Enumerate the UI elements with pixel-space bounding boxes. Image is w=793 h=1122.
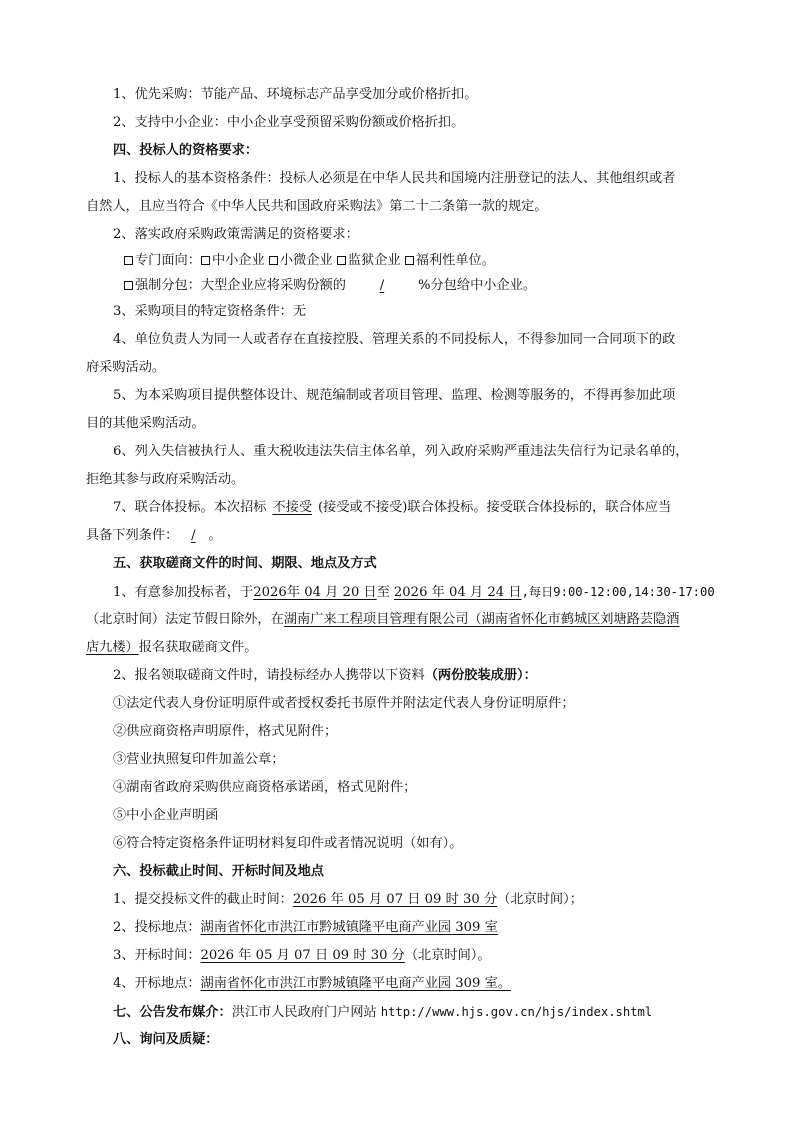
acquire-to: 至: [376, 585, 390, 600]
checkbox-welfare[interactable]: [405, 256, 414, 265]
section-8-title: 八、询问及质疑：: [113, 1032, 219, 1047]
material-item-1: ①法定代表人身份证明原件或者授权委托书原件并附法定代表人身份证明原件；: [113, 696, 575, 711]
qualification-5-line-1: 5、为本采购项目提供整体设计、规范编制或者项目管理、监理、检测等服务的，不得再参加此项: [113, 388, 676, 403]
acquire-docs-line-1: [113, 583, 715, 602]
opening-location-label: 4、开标地点：: [113, 976, 201, 991]
acquire-end-date: 2026 年 04 月 24 日: [393, 585, 522, 600]
material-item-4: ④湖南省政府采购供应商资格承诺函，格式见附件；: [113, 780, 417, 795]
deadline-note: （北京时间）；: [497, 892, 583, 907]
policy-item-1: 1、优先采购：节能产品、环境标志产品享受加分或价格折扣。: [113, 87, 478, 102]
registration-prefix: 2、报名领取磋商文件时，请投标经办人携带以下资料: [113, 668, 425, 683]
section-4-title: 四、投标人的资格要求：: [113, 143, 259, 158]
special-target-row: [124, 252, 495, 270]
forced-subcontract-row: [124, 277, 536, 295]
qualification-4-line-1: 4、单位负责人为同一人或者存在直接控股、管理关系的不同投标人，不得参加同一合同项下的政: [113, 332, 676, 347]
forced-subcontract-blank: /: [379, 278, 385, 293]
qualification-1-line-2: 自然人，且应当符合《中华人民共和国政府采购法》第二十二条第一款的规定。: [86, 199, 548, 214]
consortium-conditions-end: 。: [208, 528, 222, 543]
qualification-6-line-2: 拒绝其参与政府采购活动。: [86, 472, 245, 487]
opening-time-label: 3、开标时间：: [113, 948, 201, 963]
checkbox-micro[interactable]: [269, 256, 278, 265]
option-sme: 中小企业: [211, 253, 265, 268]
opening-time-value: 2026 年 05 月 07 日 09 时 30 分: [200, 948, 405, 963]
acquire-docs-line-2: [86, 611, 679, 629]
announcement-url[interactable]: http://www.hjs.gov.cn/hjs/index.shtml: [380, 1005, 653, 1019]
announcement-site-name: 洪江市人民政府门户网站: [231, 1005, 377, 1020]
special-target-label: 专门面向：: [135, 253, 201, 268]
opening-time-row: [113, 947, 491, 965]
registration-bound-note: （两份胶装成册）：: [424, 668, 537, 683]
option-micro: 小微企业: [279, 253, 333, 268]
forced-subcontract-label: 强制分包：大型企业应将采购份额的: [135, 278, 346, 293]
checkbox-special-target[interactable]: [124, 256, 133, 265]
acquire-hours: ,每日9:00-12:00,14:30-17:00: [521, 585, 715, 599]
checkbox-sme[interactable]: [201, 256, 210, 265]
section-5-title: 五、获取磋商文件的时间、期限、地点及方式: [113, 556, 377, 571]
acquire-prefix: 1、有意参加投标者，于: [113, 585, 254, 600]
acquire-place-cont: 店九楼）: [86, 640, 139, 655]
opening-time-note: （北京时间）。: [404, 948, 491, 963]
acquire-holiday-note: （北京时间）法定节假日除外，在: [86, 612, 284, 627]
forced-subcontract-tail: %分包给中小企业。: [418, 278, 537, 293]
qualification-1-line-1: 1、投标人的基本资格条件：投标人必须是在中华人民共和国境内注册登记的法人、其他组织或者: [113, 171, 676, 186]
option-prison: 监狱企业: [347, 253, 401, 268]
bid-location-label: 2、投标地点：: [113, 920, 201, 935]
bid-location-value: 湖南省怀化市洪江市黔城镇隆平电商产业园 309 室: [200, 920, 498, 935]
acquire-place: 湖南广来工程项目管理有限公司（湖南省怀化市鹤城区刘塘路芸隐酒: [283, 612, 680, 627]
qualification-7-line-2: [86, 527, 222, 545]
material-item-2: ②供应商资格声明原件，格式见附件；: [113, 724, 338, 739]
checkbox-forced-subcontract[interactable]: [124, 281, 133, 290]
bid-location-row: [113, 919, 498, 937]
qualification-4-line-2: 府采购活动。: [86, 360, 166, 375]
qualification-3: 3、采购项目的特定资格条件：无: [113, 304, 307, 319]
qualification-5-line-2: 目的其他采购活动。: [86, 416, 205, 431]
registration-materials-intro: [113, 667, 537, 685]
acquire-docs-line-3: [86, 639, 257, 657]
deadline-row: [113, 891, 583, 909]
policy-item-2: 2、支持中小企业：中小企业享受预留采购份额或价格折扣。: [113, 115, 465, 130]
material-item-3: ③营业执照复印件加盖公章；: [113, 752, 285, 767]
acquire-start-date: 2026年 04 月 20 日: [253, 585, 377, 600]
qualification-6-line-1: 6、列入失信被执行人、重大税收违法失信主体名单，列入政府采购严重违法失信行为记录名单的，: [113, 444, 689, 459]
consortium-prefix: 7、联合体投标。本次招标: [113, 500, 267, 515]
deadline-label: 1、提交投标文件的截止时间：: [113, 892, 293, 907]
section-6-title: 六、投标截止时间、开标时间及地点: [113, 864, 324, 879]
announcement-media-row: [113, 1003, 652, 1022]
consortium-conditions-value: /: [191, 528, 196, 543]
option-welfare: 福利性单位。: [415, 253, 495, 268]
opening-location-row: [113, 975, 511, 993]
consortium-value: 不接受: [272, 500, 313, 515]
deadline-value: 2026 年 05 月 07 日 09 时 30 分: [292, 892, 498, 907]
acquire-suffix: 报名获取磋商文件。: [138, 640, 258, 655]
material-item-6: ⑥符合特定资格条件证明材料复印件或者情况说明（如有）。: [113, 836, 463, 851]
qualification-7-line-1: [113, 499, 671, 517]
consortium-suffix: (接受或不接受)联合体投标。接受联合体投标的，联合体应当: [318, 500, 672, 515]
material-item-5: ⑤中小企业声明函: [113, 808, 219, 823]
announcement-media-label: 七、公告发布媒介：: [113, 1005, 232, 1020]
qualification-2: 2、落实政府采购政策需满足的资格要求：: [113, 227, 359, 242]
consortium-conditions-label: 具备下列条件：: [86, 528, 179, 543]
opening-location-value: 湖南省怀化市洪江市黔城镇隆平电商产业园 309 室。: [200, 976, 512, 991]
checkbox-prison[interactable]: [337, 256, 346, 265]
